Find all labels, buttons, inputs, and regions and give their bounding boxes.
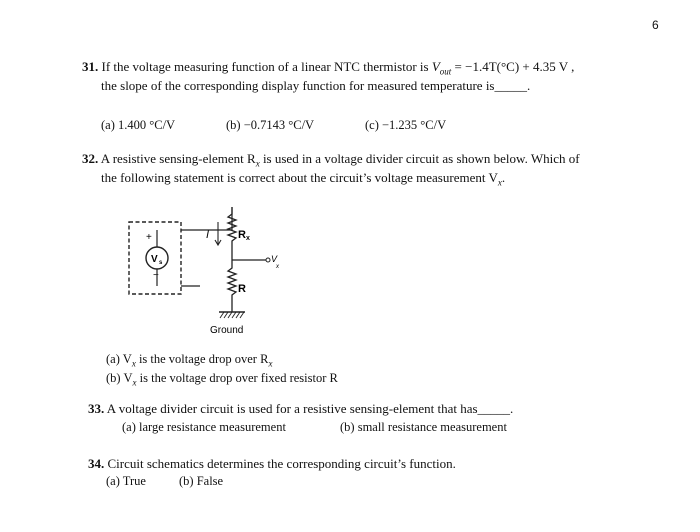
question-32-number: 32. <box>82 151 99 166</box>
question-31-number: 31. <box>82 59 99 74</box>
q32b-pre: (b) V <box>106 371 133 385</box>
question-34-number: 34. <box>88 456 105 471</box>
question-32-line2 <box>101 169 505 192</box>
question-33-number: 33. <box>88 401 105 416</box>
question-32-vx-sub: x <box>497 177 502 188</box>
q32a-pre: (a) V <box>106 352 132 366</box>
ground-label: Ground <box>210 325 244 336</box>
q32b-sub: x <box>132 377 137 388</box>
question-34-line <box>88 455 456 473</box>
question-31-option-b[interactable]: (b) −0.7143 °C/V <box>226 118 315 132</box>
voltage-divider-circuit <box>120 200 290 340</box>
question-31-formula-sub: out <box>439 66 452 77</box>
question-32-text-c: the following statement is correct about the circuit’s voltage measurement V <box>101 170 498 185</box>
question-32-rx-sub: x <box>255 158 260 169</box>
question-31-formula-rest: = −1.4T(°C) + 4.35 V , <box>451 59 575 74</box>
question-31-line2: the slope of the corresponding display function for measured temperature is_____. <box>101 78 531 93</box>
question-32-option-b[interactable] <box>106 371 338 388</box>
question-32-text-d: . <box>501 170 506 185</box>
question-32-option-a[interactable] <box>106 352 272 369</box>
question-34-text: Circuit schematics determines the corresponding circuit’s function. <box>107 456 456 471</box>
r-label: R <box>238 283 246 295</box>
q32a-sub: x <box>131 358 136 369</box>
source-label: V <box>151 254 158 265</box>
question-32-text-b: is used in a voltage divider circuit as shown below. Which of <box>259 151 580 166</box>
question-31-formula-v: V <box>431 59 440 74</box>
vx-sub: x <box>276 264 279 270</box>
vx-label: V <box>271 254 278 264</box>
source-minus: − <box>153 270 159 281</box>
rx-label: R <box>238 229 246 241</box>
q32b-post: is the voltage drop over fixed resistor R <box>136 371 338 385</box>
q32a-sub2: x <box>268 358 273 369</box>
current-label: I <box>206 229 210 241</box>
r-resistor <box>228 260 236 312</box>
question-31-text: If the voltage measuring function of a linear NTC thermistor is <box>101 59 432 74</box>
question-31-option-c[interactable]: (c) −1.235 °C/V <box>365 118 447 132</box>
source-plus: + <box>146 232 152 243</box>
question-31-option-a[interactable]: (a) 1.400 °C/V <box>101 118 176 132</box>
question-34-option-b[interactable]: (b) False <box>179 474 224 488</box>
question-33-option-a[interactable]: (a) large resistance measurement <box>122 420 286 434</box>
question-32-text-a: A resistive sensing-element R <box>100 151 256 166</box>
ground-hatch <box>220 312 244 318</box>
question-34-option-a[interactable]: (a) True <box>106 474 146 488</box>
source-sub: s <box>159 260 163 266</box>
rx-sub: x <box>246 235 250 242</box>
q32a-post: is the voltage drop over R <box>135 352 269 366</box>
question-33-line <box>88 400 513 418</box>
page-number: 6 <box>652 18 659 32</box>
question-33-text: A voltage divider circuit is used for a resistive sensing-element that has_____. <box>106 401 514 416</box>
vx-terminal <box>266 258 270 262</box>
question-33-option-b[interactable]: (b) small resistance measurement <box>340 420 507 434</box>
